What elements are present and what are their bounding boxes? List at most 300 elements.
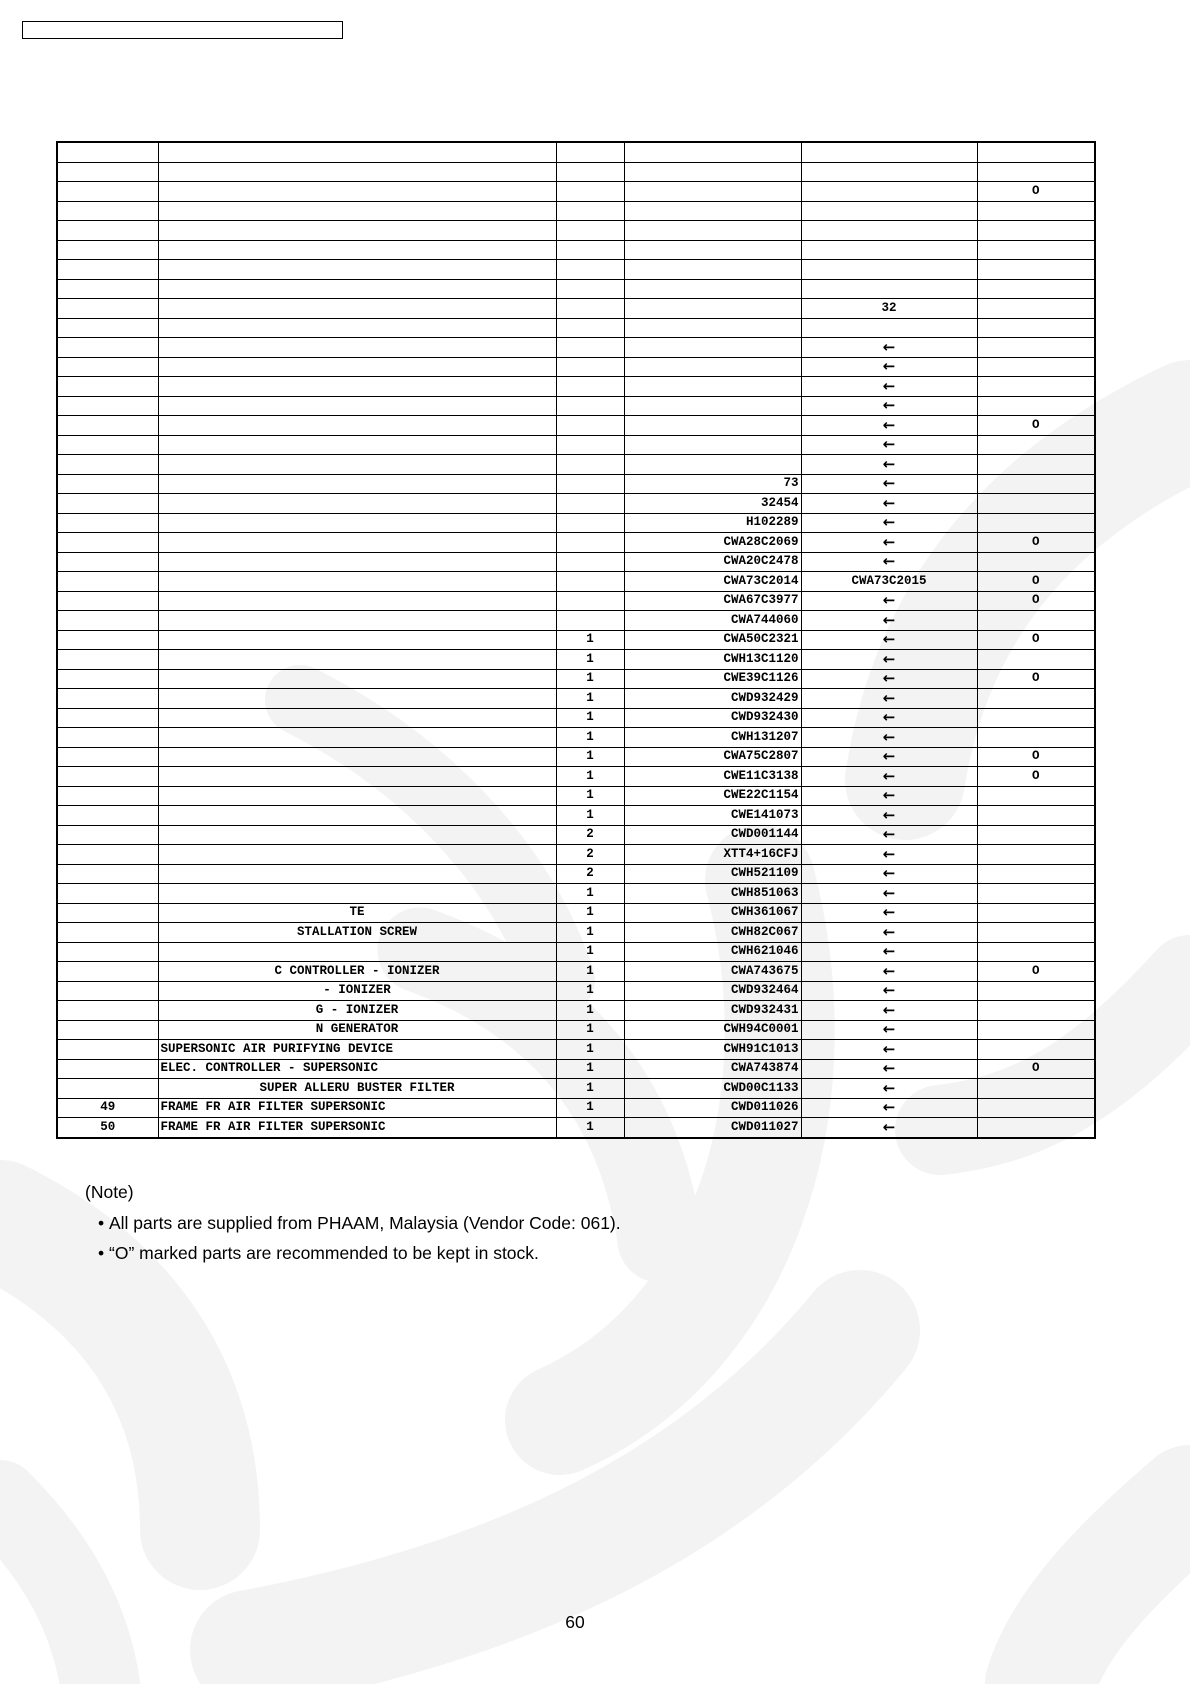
part-no-cell bbox=[624, 338, 801, 358]
ref-no-cell bbox=[57, 357, 158, 377]
qty-cell bbox=[556, 299, 624, 319]
table-row bbox=[57, 962, 1095, 982]
remark-cell bbox=[977, 201, 1095, 221]
remark-cell bbox=[977, 981, 1095, 1001]
part-no-alt-cell: ← bbox=[801, 728, 977, 748]
ref-no-cell bbox=[57, 845, 158, 865]
table-row bbox=[57, 552, 1095, 572]
part-no-cell: CWD932464 bbox=[624, 981, 801, 1001]
table-row bbox=[57, 572, 1095, 592]
page-number: 60 bbox=[565, 1612, 585, 1632]
remark-cell: O bbox=[977, 416, 1095, 436]
ref-no-cell bbox=[57, 708, 158, 728]
part-no-alt-cell: ← bbox=[801, 1098, 977, 1118]
ref-no-cell bbox=[57, 474, 158, 494]
part-no-cell: CWA50C2321 bbox=[624, 630, 801, 650]
qty-cell bbox=[556, 260, 624, 280]
part-no-cell: H102289 bbox=[624, 513, 801, 533]
part-name-cell bbox=[158, 786, 556, 806]
ref-no-cell bbox=[57, 903, 158, 923]
ref-no-cell bbox=[57, 806, 158, 826]
part-no-alt-cell: ← bbox=[801, 884, 977, 904]
part-no-cell bbox=[624, 279, 801, 299]
ref-no-cell bbox=[57, 669, 158, 689]
part-name-cell bbox=[158, 455, 556, 475]
part-no-cell: CWA67C3977 bbox=[624, 591, 801, 611]
part-no-alt-cell: ← bbox=[801, 1001, 977, 1021]
remark-cell bbox=[977, 708, 1095, 728]
remark-cell: O bbox=[977, 767, 1095, 787]
table-row bbox=[57, 1079, 1095, 1099]
table-row bbox=[57, 1040, 1095, 1060]
part-no-cell: CWA743874 bbox=[624, 1059, 801, 1079]
remark-cell bbox=[977, 1118, 1095, 1138]
table-row bbox=[57, 591, 1095, 611]
ref-no-cell bbox=[57, 962, 158, 982]
ref-no-cell bbox=[57, 416, 158, 436]
part-no-alt-cell: ← bbox=[801, 747, 977, 767]
part-name-cell bbox=[158, 572, 556, 592]
part-name-cell: STALLATION SCREW bbox=[158, 923, 556, 943]
part-no-alt-cell: ← bbox=[801, 767, 977, 787]
part-name-cell bbox=[158, 728, 556, 748]
qty-cell bbox=[556, 416, 624, 436]
ref-no-cell bbox=[57, 142, 158, 162]
part-no-cell: CWA75C2807 bbox=[624, 747, 801, 767]
part-no-cell: CWH521109 bbox=[624, 864, 801, 884]
remark-cell bbox=[977, 240, 1095, 260]
part-no-alt-cell: ← bbox=[801, 786, 977, 806]
part-no-alt-cell: ← bbox=[801, 611, 977, 631]
part-name-cell: N GENERATOR bbox=[158, 1020, 556, 1040]
part-no-cell: CWE141073 bbox=[624, 806, 801, 826]
qty-cell bbox=[556, 182, 624, 202]
part-no-alt-cell: ← bbox=[801, 962, 977, 982]
part-name-cell: SUPER ALLERU BUSTER FILTER bbox=[158, 1079, 556, 1099]
remark-cell bbox=[977, 611, 1095, 631]
part-name-cell bbox=[158, 884, 556, 904]
part-no-cell: 32454 bbox=[624, 494, 801, 514]
part-name-cell bbox=[158, 669, 556, 689]
part-no-alt-cell bbox=[801, 142, 977, 162]
part-name-cell bbox=[158, 279, 556, 299]
remark-cell bbox=[977, 728, 1095, 748]
table-row bbox=[57, 884, 1095, 904]
part-no-cell: CWE11C3138 bbox=[624, 767, 801, 787]
qty-cell bbox=[556, 357, 624, 377]
part-name-cell bbox=[158, 318, 556, 338]
part-name-cell bbox=[158, 377, 556, 397]
qty-cell bbox=[556, 552, 624, 572]
remark-cell bbox=[977, 903, 1095, 923]
remark-cell bbox=[977, 825, 1095, 845]
remark-cell: O bbox=[977, 962, 1095, 982]
remark-cell bbox=[977, 435, 1095, 455]
part-name-cell: SUPERSONIC AIR PURIFYING DEVICE bbox=[158, 1040, 556, 1060]
qty-cell: 1 bbox=[556, 806, 624, 826]
ref-no-cell bbox=[57, 786, 158, 806]
remark-cell bbox=[977, 884, 1095, 904]
remark-cell bbox=[977, 318, 1095, 338]
remark-cell bbox=[977, 162, 1095, 182]
table-row bbox=[57, 142, 1095, 162]
part-no-cell: CWD011026 bbox=[624, 1098, 801, 1118]
table-row bbox=[57, 533, 1095, 553]
part-name-cell: FRAME FR AIR FILTER SUPERSONIC bbox=[158, 1098, 556, 1118]
note-item bbox=[98, 1213, 621, 1234]
ref-no-cell bbox=[57, 318, 158, 338]
qty-cell: 1 bbox=[556, 747, 624, 767]
part-name-cell bbox=[158, 513, 556, 533]
ref-no-cell bbox=[57, 1079, 158, 1099]
table-row bbox=[57, 201, 1095, 221]
qty-cell: 2 bbox=[556, 864, 624, 884]
ref-no-cell bbox=[57, 513, 158, 533]
part-no-alt-cell: ← bbox=[801, 650, 977, 670]
remark-cell bbox=[977, 260, 1095, 280]
part-name-cell bbox=[158, 240, 556, 260]
part-no-cell: CWH131207 bbox=[624, 728, 801, 748]
qty-cell: 1 bbox=[556, 650, 624, 670]
ref-no-cell bbox=[57, 260, 158, 280]
table-row bbox=[57, 650, 1095, 670]
remark-cell: O bbox=[977, 182, 1095, 202]
part-no-cell: CWH621046 bbox=[624, 942, 801, 962]
part-no-alt-cell: ← bbox=[801, 942, 977, 962]
remark-cell bbox=[977, 806, 1095, 826]
part-name-cell bbox=[158, 357, 556, 377]
table-row bbox=[57, 299, 1095, 319]
remark-cell bbox=[977, 1098, 1095, 1118]
table-row bbox=[57, 630, 1095, 650]
ref-no-cell bbox=[57, 396, 158, 416]
table-row bbox=[57, 611, 1095, 631]
table-row bbox=[57, 708, 1095, 728]
part-name-cell bbox=[158, 142, 556, 162]
part-no-cell bbox=[624, 357, 801, 377]
qty-cell bbox=[556, 240, 624, 260]
qty-cell bbox=[556, 201, 624, 221]
qty-cell bbox=[556, 611, 624, 631]
part-name-cell bbox=[158, 396, 556, 416]
part-no-cell: CWH91C1013 bbox=[624, 1040, 801, 1060]
part-no-cell: CWD932429 bbox=[624, 689, 801, 709]
part-name-cell bbox=[158, 201, 556, 221]
part-name-cell bbox=[158, 435, 556, 455]
ref-no-cell bbox=[57, 338, 158, 358]
notes-title: (Note) bbox=[85, 1182, 134, 1202]
table-row bbox=[57, 221, 1095, 241]
bullet-icon: • bbox=[98, 1213, 109, 1233]
remark-cell bbox=[977, 455, 1095, 475]
part-no-cell: XTT4+16CFJ bbox=[624, 845, 801, 865]
table-row bbox=[57, 864, 1095, 884]
remark-cell bbox=[977, 396, 1095, 416]
part-no-alt-cell: ← bbox=[801, 396, 977, 416]
part-no-cell bbox=[624, 299, 801, 319]
qty-cell: 1 bbox=[556, 884, 624, 904]
part-no-cell bbox=[624, 221, 801, 241]
qty-cell: 1 bbox=[556, 669, 624, 689]
table-row bbox=[57, 494, 1095, 514]
part-no-alt-cell: ← bbox=[801, 1040, 977, 1060]
part-no-cell bbox=[624, 377, 801, 397]
ref-no-cell: 49 bbox=[57, 1098, 158, 1118]
remark-cell: O bbox=[977, 630, 1095, 650]
qty-cell: 1 bbox=[556, 708, 624, 728]
table-row bbox=[57, 1118, 1095, 1138]
part-no-cell: CWH851063 bbox=[624, 884, 801, 904]
part-name-cell: - IONIZER bbox=[158, 981, 556, 1001]
part-no-cell: CWA73C2014 bbox=[624, 572, 801, 592]
part-name-cell bbox=[158, 591, 556, 611]
qty-cell: 1 bbox=[556, 981, 624, 1001]
note-text: “O” marked parts are recommended to be kept in stock. bbox=[109, 1243, 539, 1263]
remark-cell bbox=[977, 1020, 1095, 1040]
part-no-cell bbox=[624, 455, 801, 475]
note-text: All parts are supplied from PHAAM, Malaysia (Vendor Code: 061). bbox=[109, 1213, 621, 1233]
part-no-alt-cell: ← bbox=[801, 669, 977, 689]
remark-cell: O bbox=[977, 533, 1095, 553]
part-no-cell: CWA744060 bbox=[624, 611, 801, 631]
qty-cell: 1 bbox=[556, 786, 624, 806]
ref-no-cell bbox=[57, 240, 158, 260]
part-no-alt-cell: ← bbox=[801, 825, 977, 845]
remark-cell bbox=[977, 942, 1095, 962]
ref-no-cell: 50 bbox=[57, 1118, 158, 1138]
part-no-cell: CWD00C1133 bbox=[624, 1079, 801, 1099]
table-row bbox=[57, 1020, 1095, 1040]
remark-cell: O bbox=[977, 669, 1095, 689]
part-no-alt-cell: CWA73C2015 bbox=[801, 572, 977, 592]
ref-no-cell bbox=[57, 884, 158, 904]
part-name-cell bbox=[158, 338, 556, 358]
ref-no-cell bbox=[57, 591, 158, 611]
part-no-cell: CWD932430 bbox=[624, 708, 801, 728]
remark-cell bbox=[977, 864, 1095, 884]
part-no-cell: CWD011027 bbox=[624, 1118, 801, 1138]
part-name-cell bbox=[158, 533, 556, 553]
table-row bbox=[57, 747, 1095, 767]
remark-cell bbox=[977, 786, 1095, 806]
table-row bbox=[57, 942, 1095, 962]
qty-cell: 1 bbox=[556, 1059, 624, 1079]
remark-cell bbox=[977, 689, 1095, 709]
table-row bbox=[57, 318, 1095, 338]
ref-no-cell bbox=[57, 767, 158, 787]
part-no-cell: CWE39C1126 bbox=[624, 669, 801, 689]
part-name-cell bbox=[158, 942, 556, 962]
part-no-alt-cell: ← bbox=[801, 845, 977, 865]
part-no-alt-cell: ← bbox=[801, 1118, 977, 1138]
qty-cell bbox=[556, 455, 624, 475]
part-no-cell: CWH82C067 bbox=[624, 923, 801, 943]
qty-cell: 1 bbox=[556, 728, 624, 748]
table-row bbox=[57, 396, 1095, 416]
ref-no-cell bbox=[57, 221, 158, 241]
qty-cell bbox=[556, 533, 624, 553]
table-row bbox=[57, 669, 1095, 689]
qty-cell bbox=[556, 377, 624, 397]
qty-cell: 1 bbox=[556, 1079, 624, 1099]
remark-cell: O bbox=[977, 1059, 1095, 1079]
part-no-cell bbox=[624, 162, 801, 182]
part-name-cell bbox=[158, 416, 556, 436]
part-no-alt-cell: ← bbox=[801, 591, 977, 611]
bullet-icon: • bbox=[98, 1243, 109, 1263]
table-row bbox=[57, 377, 1095, 397]
ref-no-cell bbox=[57, 552, 158, 572]
part-no-cell: CWH94C0001 bbox=[624, 1020, 801, 1040]
part-name-cell bbox=[158, 708, 556, 728]
part-name-cell bbox=[158, 806, 556, 826]
qty-cell bbox=[556, 396, 624, 416]
note-item bbox=[98, 1243, 621, 1264]
part-no-cell bbox=[624, 142, 801, 162]
remark-cell bbox=[977, 279, 1095, 299]
parts-table-body bbox=[57, 142, 1095, 1138]
part-name-cell bbox=[158, 650, 556, 670]
ref-no-cell bbox=[57, 942, 158, 962]
part-no-cell: CWH13C1120 bbox=[624, 650, 801, 670]
remark-cell bbox=[977, 142, 1095, 162]
table-row bbox=[57, 1059, 1095, 1079]
ref-no-cell bbox=[57, 494, 158, 514]
qty-cell: 1 bbox=[556, 1098, 624, 1118]
ref-no-cell bbox=[57, 162, 158, 182]
table-row bbox=[57, 903, 1095, 923]
table-row bbox=[57, 825, 1095, 845]
remark-cell bbox=[977, 299, 1095, 319]
qty-cell bbox=[556, 142, 624, 162]
remark-cell bbox=[977, 650, 1095, 670]
part-name-cell bbox=[158, 689, 556, 709]
part-no-cell bbox=[624, 260, 801, 280]
part-no-cell bbox=[624, 318, 801, 338]
part-name-cell bbox=[158, 221, 556, 241]
part-no-alt-cell bbox=[801, 201, 977, 221]
part-no-cell: CWD001144 bbox=[624, 825, 801, 845]
part-no-alt-cell bbox=[801, 318, 977, 338]
ref-no-cell bbox=[57, 435, 158, 455]
table-row bbox=[57, 513, 1095, 533]
ref-no-cell bbox=[57, 182, 158, 202]
remark-cell bbox=[977, 552, 1095, 572]
part-name-cell: TE bbox=[158, 903, 556, 923]
ref-no-cell bbox=[57, 279, 158, 299]
part-name-cell bbox=[158, 864, 556, 884]
part-name-cell bbox=[158, 767, 556, 787]
qty-cell bbox=[556, 513, 624, 533]
ref-no-cell bbox=[57, 689, 158, 709]
qty-cell: 1 bbox=[556, 1040, 624, 1060]
part-name-cell bbox=[158, 474, 556, 494]
part-name-cell: G - IONIZER bbox=[158, 1001, 556, 1021]
part-no-alt-cell: ← bbox=[801, 708, 977, 728]
part-name-cell bbox=[158, 182, 556, 202]
qty-cell bbox=[556, 494, 624, 514]
part-name-cell: C CONTROLLER - IONIZER bbox=[158, 962, 556, 982]
part-no-alt-cell: 32 bbox=[801, 299, 977, 319]
part-name-cell: ELEC. CONTROLLER - SUPERSONIC bbox=[158, 1059, 556, 1079]
part-no-alt-cell: ← bbox=[801, 1020, 977, 1040]
part-no-alt-cell: ← bbox=[801, 435, 977, 455]
qty-cell bbox=[556, 318, 624, 338]
part-name-cell bbox=[158, 845, 556, 865]
ref-no-cell bbox=[57, 1059, 158, 1079]
part-no-alt-cell: ← bbox=[801, 806, 977, 826]
part-no-alt-cell: ← bbox=[801, 903, 977, 923]
remark-cell: O bbox=[977, 747, 1095, 767]
qty-cell bbox=[556, 572, 624, 592]
remark-cell bbox=[977, 845, 1095, 865]
qty-cell bbox=[556, 279, 624, 299]
qty-cell: 1 bbox=[556, 1020, 624, 1040]
part-name-cell bbox=[158, 552, 556, 572]
header-box bbox=[22, 21, 343, 39]
part-no-alt-cell bbox=[801, 240, 977, 260]
qty-cell: 1 bbox=[556, 903, 624, 923]
remark-cell bbox=[977, 221, 1095, 241]
ref-no-cell bbox=[57, 728, 158, 748]
ref-no-cell bbox=[57, 377, 158, 397]
table-row bbox=[57, 1098, 1095, 1118]
remark-cell: O bbox=[977, 591, 1095, 611]
part-no-alt-cell: ← bbox=[801, 377, 977, 397]
remark-cell bbox=[977, 1001, 1095, 1021]
part-no-cell: CWA743675 bbox=[624, 962, 801, 982]
part-no-cell: CWA20C2478 bbox=[624, 552, 801, 572]
part-name-cell bbox=[158, 494, 556, 514]
ref-no-cell bbox=[57, 572, 158, 592]
part-name-cell bbox=[158, 162, 556, 182]
table-row bbox=[57, 416, 1095, 436]
part-no-alt-cell: ← bbox=[801, 630, 977, 650]
table-row bbox=[57, 806, 1095, 826]
part-no-cell bbox=[624, 201, 801, 221]
part-no-alt-cell: ← bbox=[801, 513, 977, 533]
part-no-alt-cell: ← bbox=[801, 552, 977, 572]
part-no-alt-cell: ← bbox=[801, 864, 977, 884]
part-no-alt-cell: ← bbox=[801, 474, 977, 494]
ref-no-cell bbox=[57, 650, 158, 670]
part-no-cell: 73 bbox=[624, 474, 801, 494]
part-no-cell bbox=[624, 240, 801, 260]
table-row bbox=[57, 435, 1095, 455]
ref-no-cell bbox=[57, 747, 158, 767]
qty-cell bbox=[556, 474, 624, 494]
part-no-alt-cell bbox=[801, 162, 977, 182]
remark-cell bbox=[977, 1040, 1095, 1060]
ref-no-cell bbox=[57, 630, 158, 650]
table-row bbox=[57, 260, 1095, 280]
ref-no-cell bbox=[57, 981, 158, 1001]
part-name-cell bbox=[158, 611, 556, 631]
remark-cell: O bbox=[977, 572, 1095, 592]
qty-cell: 2 bbox=[556, 845, 624, 865]
remark-cell bbox=[977, 357, 1095, 377]
part-no-alt-cell: ← bbox=[801, 455, 977, 475]
table-row bbox=[57, 786, 1095, 806]
qty-cell bbox=[556, 435, 624, 455]
qty-cell bbox=[556, 162, 624, 182]
qty-cell: 1 bbox=[556, 923, 624, 943]
qty-cell: 1 bbox=[556, 1001, 624, 1021]
table-row bbox=[57, 845, 1095, 865]
remark-cell bbox=[977, 513, 1095, 533]
table-row bbox=[57, 182, 1095, 202]
table-row bbox=[57, 357, 1095, 377]
